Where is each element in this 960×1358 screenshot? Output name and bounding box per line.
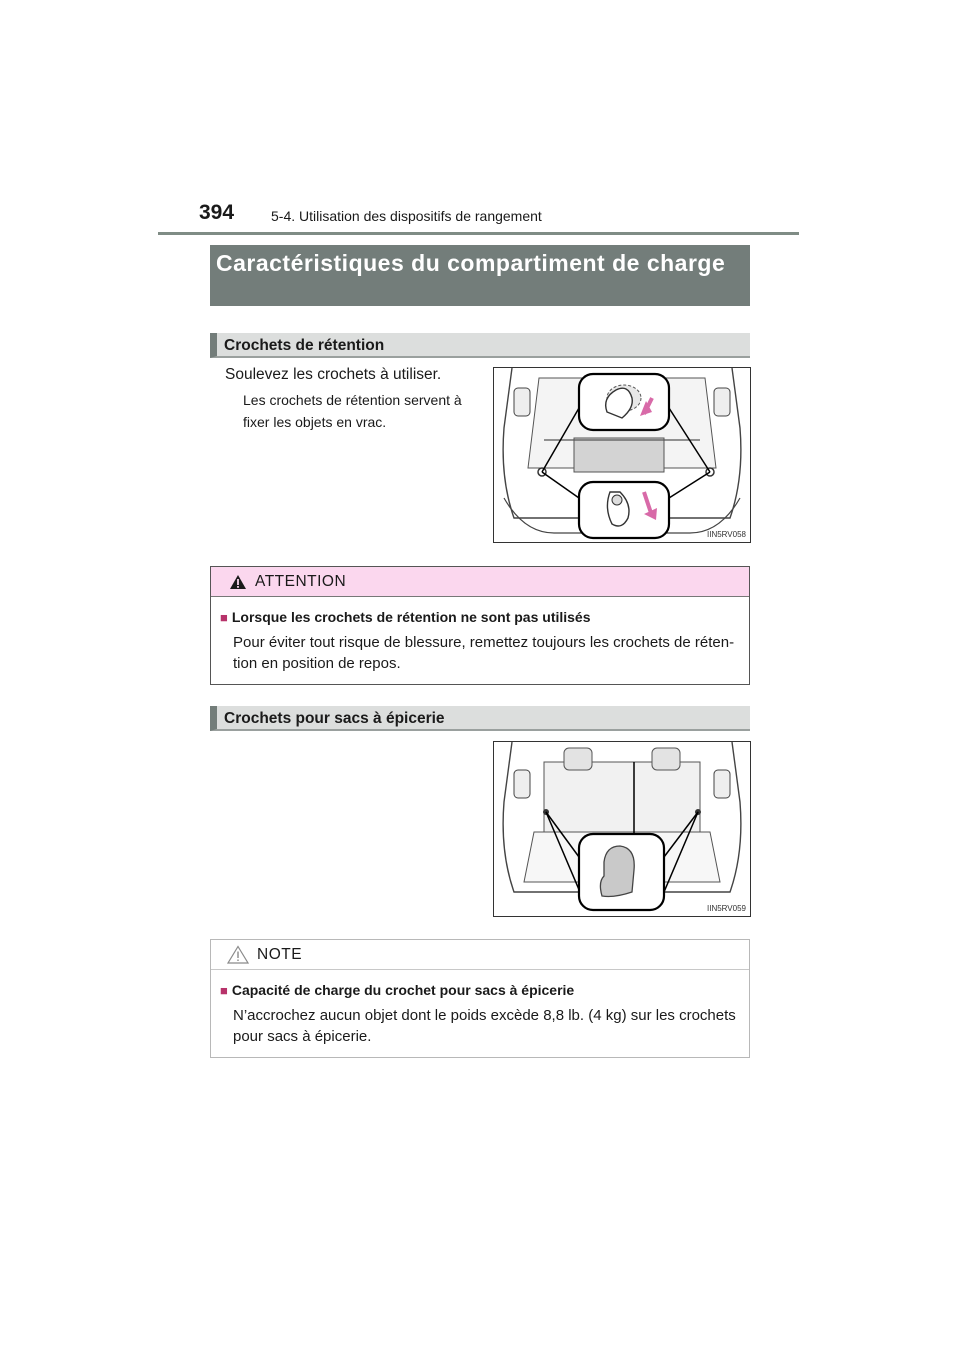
attention-box [210,566,750,685]
note-box [210,939,750,1058]
attention-label: ATTENTION [255,572,347,590]
grocery-hooks-figure [493,741,751,917]
note-item-title: ■ Capacité de charge du crochet pour sacs à épicerie [220,982,575,998]
figure-code: IIN5RV059 [707,904,746,913]
retention-instruction: Soulevez les crochets à utiliser. [225,366,442,383]
retention-note: Les crochets de rétention servent à fixer les objets en vrac. [243,392,462,430]
note-label: NOTE [257,945,303,963]
note-item-text: N’accrochez aucun objet dont le poids excède 8,8 lb. (4 kg) sur les crochets pour sacs à épicerie. [233,1007,736,1045]
bullet-square-icon: ■ [220,610,228,625]
retention-hooks-figure [493,367,751,543]
breadcrumb: 5-4. Utilisation des dispositifs de rangement [271,208,542,224]
figure-code: IIN5RV058 [707,530,746,539]
attention-item-title: ■ Lorsque les crochets de rétention ne sont pas utilisés [220,609,591,625]
page-title: Caractéristiques du compartiment de charge [210,245,750,306]
page-number: 394 [199,201,235,224]
bullet-square-icon: ■ [220,983,228,998]
cargo-area-illustration [494,368,750,542]
caution-outline-triangle-icon [227,945,249,964]
section-heading-grocery: Crochets pour sacs à épicerie [210,706,750,731]
note-header [211,940,749,970]
rear-seat-illustration [494,742,750,916]
section-heading-retention: Crochets de rétention [210,333,750,358]
header-divider [158,232,799,235]
attention-header [211,567,749,597]
warning-triangle-icon [229,574,247,590]
attention-item-text: Pour éviter tout risque de blessure, remettez toujours les crochets de réten-tion en position de repos. [233,634,735,672]
